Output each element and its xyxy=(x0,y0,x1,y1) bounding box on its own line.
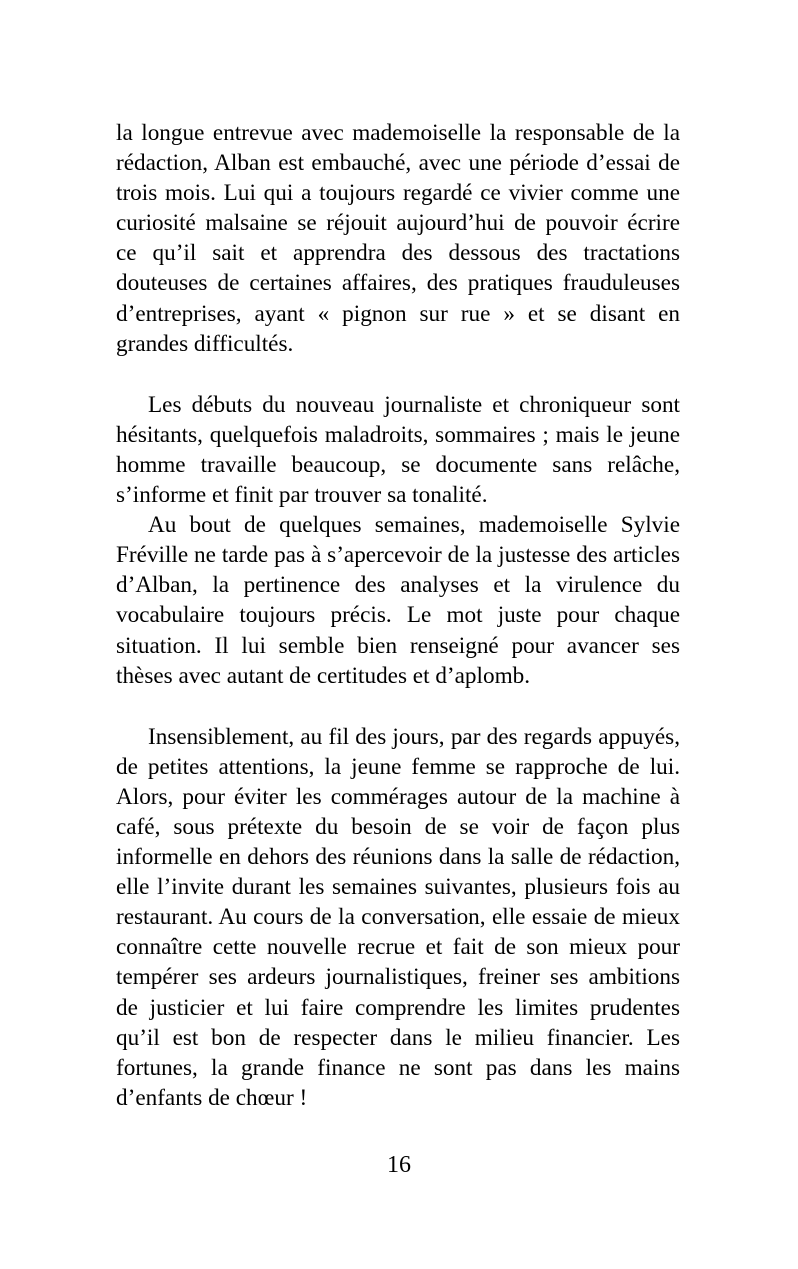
paragraph-insensiblement: Insensiblement, au fil des jours, par des regards appuyés, de petites attentions, la jeune femme se rapproche de lui. Alors, pour éviter les commérages autour de la machine à café, sous prétexte du besoin de se voir de façon plus informelle en dehors des réunions dans la salle de rédaction, elle l’invite durant les semaines suivantes, plusieurs fois au restaurant. Au cours de la conversation, elle essaie de mieux connaître cette nouvelle recrue et fait de son mieux pour tempérer ses ardeurs journalistiques, freiner ses ambitions de justicier et lui faire comprendre les limites prudentes qu’il est bon de respecter dans le milieu financier. Les fortunes, la grande finance ne sont pas dans les mains d’enfants de chœur ! xyxy=(116,723,680,1111)
paragraph-debuts: Les débuts du nouveau journaliste et chroniqueur sont hésitants, quelquefois maladroits, sommaires ; mais le jeune homme travaille beaucoup, se documente sans relâche, s’informe et finit par trouver sa tonalité. xyxy=(116,391,680,509)
paragraph-au-bout: Au bout de quelques semaines, mademoiselle Sylvie Fréville ne tarde pas à s’apercevoir de la justesse des articles d’Alban, la pertinence des analyses et la virulence du vocabulaire toujours précis. Le mot juste pour chaque situation. Il lui semble bien renseigné pour avancer ses thèses avec autant de certitudes et d’aplomb. xyxy=(116,512,680,689)
paragraph-continuation: la longue entrevue avec mademoiselle la responsable de la rédaction, Alban est embauché, avec une période d’essai de trois mois. Lui qui a toujours regardé ce vivier comme une curiosité malsaine se réjouit aujourd’hui de pouvoir écrire ce qu’il sait et apprendra des dessous des tractations douteuses de certaines affaires, des pratiques frauduleuses d’entreprises, ayant « pignon sur rue » et se disant en grandes difficultés. xyxy=(116,120,680,357)
page-body xyxy=(116,118,680,1113)
page-number: 16 xyxy=(387,1152,411,1178)
